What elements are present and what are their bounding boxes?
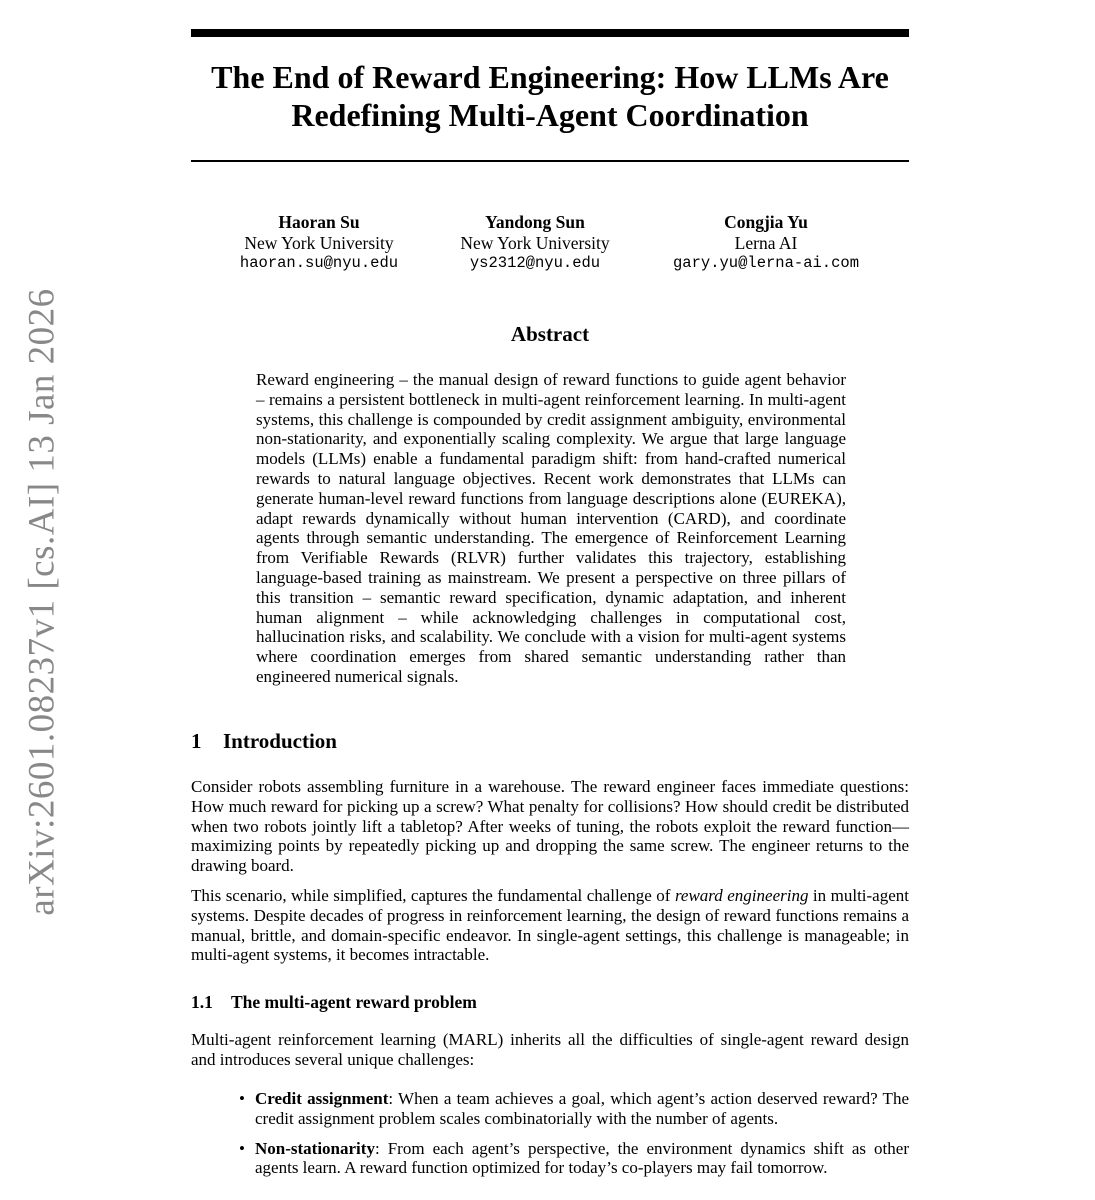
paragraph-text: This scenario, while simplified, captures the fundamental challenge of bbox=[191, 886, 675, 905]
author-email: haoran.su@nyu.edu bbox=[239, 254, 399, 272]
bullet-icon: • bbox=[239, 1138, 245, 1158]
title-rule-top bbox=[191, 29, 909, 37]
author-1 bbox=[199, 212, 439, 274]
subsection-heading bbox=[191, 992, 477, 1013]
author-name: Haoran Su bbox=[278, 212, 360, 232]
arxiv-identifier: arXiv:2601.08237v1 [cs.AI] 13 Jan 2026 bbox=[21, 288, 63, 916]
section-title: Introduction bbox=[223, 729, 337, 753]
subsection-paragraph: Multi-agent reinforcement learning (MARL) inherits all the difficulties of single-agent reward design and introduces several unique challenges: bbox=[191, 1030, 909, 1069]
author-affiliation: New York University bbox=[244, 232, 394, 253]
section-heading-introduction bbox=[191, 729, 337, 754]
list-item-term: Credit assignment bbox=[255, 1089, 389, 1108]
paper-title: The End of Reward Engineering: How LLMs Are Redefining Multi-Agent Coordination bbox=[211, 59, 889, 133]
author-affiliation: New York University bbox=[460, 232, 610, 253]
author-name: Yandong Sun bbox=[485, 212, 585, 232]
subsection-number: 1.1 bbox=[191, 992, 213, 1012]
subsection-title: The multi-agent reward problem bbox=[231, 992, 477, 1012]
author-3 bbox=[646, 212, 886, 274]
author-affiliation: Lerna AI bbox=[734, 232, 798, 253]
title-rule-bottom bbox=[191, 160, 909, 162]
challenge-list bbox=[239, 1089, 909, 1188]
abstract-text: Reward engineering – the manual design of reward functions to guide agent behavior – remains a persistent bottleneck in multi-agent reinforcement learning. In multi-agent systems, this challenge is compounded by credit assignment ambiguity, environmental non-stationarity, and exponentially scaling complexity. We argue that large language models (LLMs) enable a fundamental paradigm shift: from hand-crafted numerical rewards to natural language objectives. Recent work demonstrates that LLMs can generate human-level reward functions from language descriptions alone (EUREKA), adapt rewards dynamically without human intervention (CARD), and coordinate agents through semantic understanding. The emergence of Reinforcement Learning from Verifiable Rewards (RLVR) further validates this trajectory, establishing language-based training as mainstream. We present a perspective on three pillars of this transition – semantic reward specification, dynamic adaptation, and inherent human alignment – while acknowledging challenges in computational cost, hallucination risks, and scalability. We conclude with a vision for multi-agent systems where coordination emerges from shared semantic understanding rather than engineered numerical signals. bbox=[256, 370, 846, 686]
author-2 bbox=[415, 212, 655, 274]
list-item-term: Non-stationarity bbox=[255, 1138, 375, 1158]
author-name: Congjia Yu bbox=[724, 212, 808, 232]
paragraph-text: in multi-agent systems. Despite decades of progress in reinforcement learning, the design of reward functions remains a manual, brittle, and domain-specific endeavor. In single-agent settings, this challenge is manageable; in multi-agent systems, it becomes intractable. bbox=[191, 886, 909, 965]
abstract-heading: Abstract bbox=[510, 322, 590, 346]
list-item bbox=[239, 1089, 909, 1129]
section-number: 1 bbox=[191, 729, 202, 753]
author-email: gary.yu@lerna-ai.com bbox=[672, 254, 860, 272]
author-email: ys2312@nyu.edu bbox=[469, 254, 601, 272]
bullet-icon: • bbox=[239, 1089, 245, 1108]
emphasis-text: reward engineering bbox=[674, 886, 809, 905]
intro-paragraph-2 bbox=[191, 886, 909, 965]
list-item bbox=[239, 1138, 909, 1179]
list-item-text: : When a team achieves a goal, which agent’s action deserved reward? The credit assignment problem scales combinatorially with the number of agents. bbox=[255, 1089, 909, 1128]
intro-paragraph-1: Consider robots assembling furniture in a warehouse. The reward engineer faces immediate questions: How much reward for picking up a screw? What penalty for collisions? How should credit be distributed when two robots jointly lift a tabletop? After weeks of tuning, the robots exploit the reward function—maximizing points by repeatedly picking up and dropping the same screw. The engineer returns to the drawing board. bbox=[191, 777, 909, 876]
list-item-text: : From each agent’s perspective, the environment dynamics shift as other agents learn. A reward function optimized for today’s co-players may fail tomorrow. bbox=[255, 1138, 909, 1178]
arxiv-sidebar bbox=[0, 0, 90, 1200]
